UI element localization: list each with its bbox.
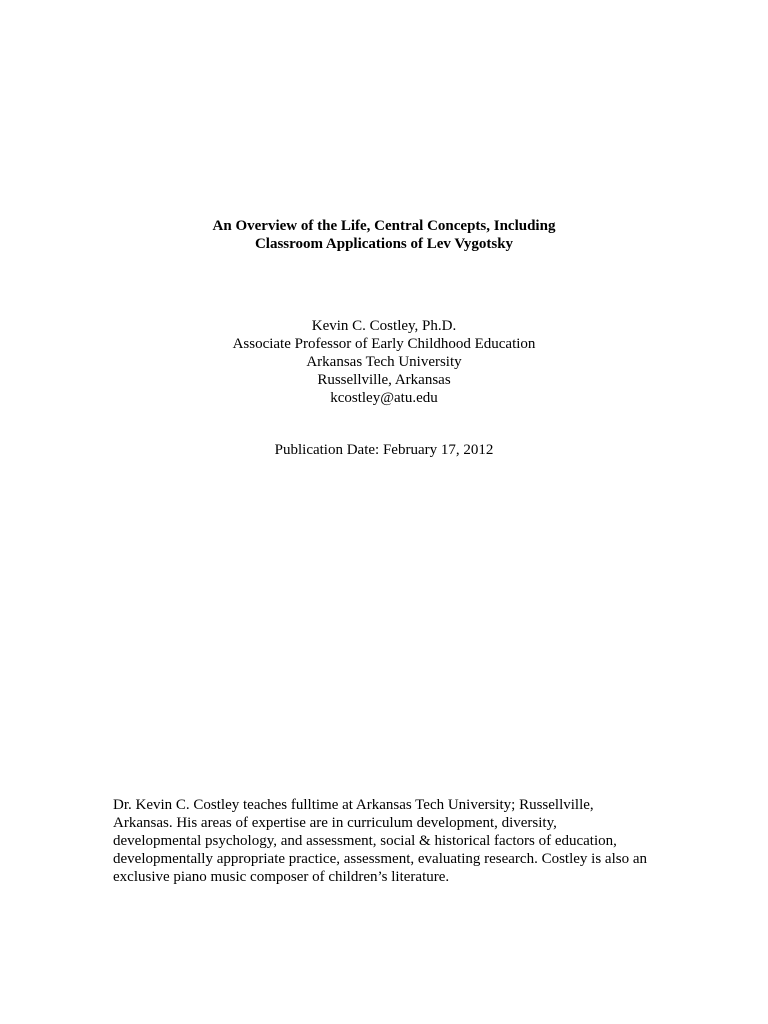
title-line-1: An Overview of the Life, Central Concepts, Including <box>212 218 556 234</box>
author-institution: Arkansas Tech University <box>306 354 462 370</box>
bio-line-4: developmentally appropriate practice, assessment, evaluating research. Costley is also an <box>113 851 647 867</box>
author-email: kcostley@atu.edu <box>330 390 438 406</box>
bio-line-5: exclusive piano music composer of children’s literature. <box>113 869 450 885</box>
author-location: Russellville, Arkansas <box>317 372 451 388</box>
bio-line-1: Dr. Kevin C. Costley teaches fulltime at Arkansas Tech University; Russellville, <box>113 797 594 813</box>
author-bio <box>113 796 673 886</box>
bio-line-2: Arkansas. His areas of expertise are in curriculum development, diversity, <box>113 815 557 831</box>
publication-date: Publication Date: February 17, 2012 <box>274 442 494 458</box>
bio-line-3: developmental psychology, and assessment, social & historical factors of education, <box>113 833 617 849</box>
author-block <box>0 317 768 407</box>
document-title <box>0 217 768 253</box>
author-position: Associate Professor of Early Childhood Education <box>232 336 536 352</box>
title-line-2: Classroom Applications of Lev Vygotsky <box>254 236 514 252</box>
author-name: Kevin C. Costley, Ph.D. <box>311 318 457 334</box>
